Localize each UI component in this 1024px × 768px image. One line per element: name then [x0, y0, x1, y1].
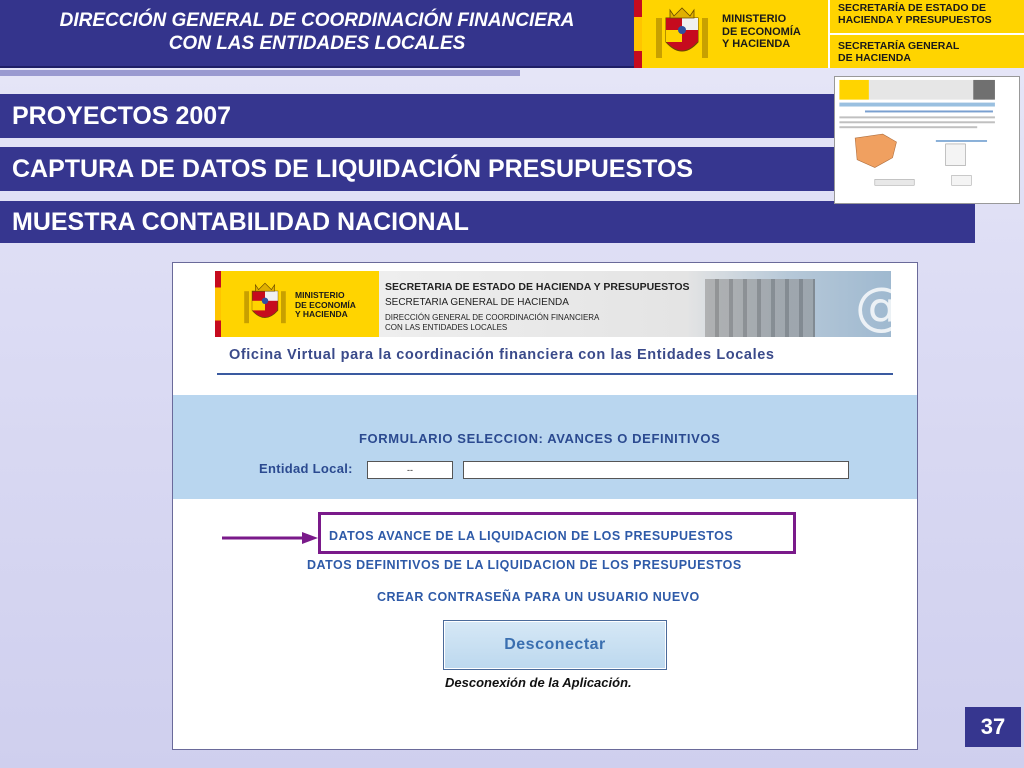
banner-flag-strip — [215, 271, 221, 337]
webpage-thumbnail — [834, 76, 1020, 204]
application-screenshot — [172, 262, 918, 750]
form-title: FORMULARIO SELECCION: AVANCES O DEFINITIVOS — [359, 431, 721, 446]
banner-secretaria-general: SECRETARIA GENERAL DE HACIENDA — [385, 297, 569, 308]
secretaria-general-line1: SECRETARÍA GENERAL — [838, 40, 960, 52]
banner-secretaria-estado: SECRETARIA DE ESTADO DE HACIENDA Y PRESUPUESTOS — [385, 281, 690, 293]
banner-direccion-line1: DIRECCIÓN GENERAL DE COORDINACIÓN FINANCIERA — [385, 313, 600, 322]
office-title-underline — [217, 373, 893, 375]
coat-of-arms-icon — [652, 4, 712, 64]
building-image — [705, 279, 815, 337]
header-title — [0, 0, 634, 68]
banner-direccion — [385, 313, 599, 332]
banner-direccion-line2: CON LAS ENTIDADES LOCALES — [385, 322, 508, 332]
ministry-line3: Y HACIENDA — [722, 38, 791, 50]
link-crear-contrasena[interactable]: CREAR CONTRASEÑA PARA UN USUARIO NUEVO — [377, 590, 700, 604]
header-title-line1: DIRECCIÓN GENERAL DE COORDINACIÓN FINANCIERA — [59, 10, 575, 31]
application-banner — [215, 271, 907, 337]
office-title: Oficina Virtual para la coordinación financiera con las Entidades Locales — [229, 347, 775, 363]
secretaria-general — [830, 35, 1024, 68]
entity-label: Entidad Local: — [259, 461, 353, 476]
spain-flag-strip — [634, 0, 642, 68]
ministry-line2: DE ECONOMÍA — [722, 25, 801, 38]
banner-ministry-name — [295, 291, 356, 320]
banner-ministry-line1: MINISTERIO — [295, 290, 345, 300]
disconnect-button[interactable]: Desconectar — [443, 620, 667, 670]
entity-name-field[interactable] — [463, 461, 849, 479]
banner-coat-of-arms-icon — [241, 279, 289, 329]
secretaria-estado-line1: SECRETARÍA DE ESTADO DE — [838, 2, 986, 14]
link-datos-definitivos[interactable]: DATOS DEFINITIVOS DE LA LIQUIDACION DE LOS PRESUPUESTOS — [307, 558, 742, 572]
arrow-right-icon — [222, 530, 322, 546]
disconnect-caption: Desconexión de la Aplicación. — [445, 675, 632, 690]
selection-form — [173, 395, 917, 499]
header-title-line2: CON LAS ENTIDADES LOCALES — [168, 33, 466, 54]
header-underline — [0, 70, 520, 76]
ministry-name — [722, 13, 801, 51]
banner-ministry-line3: Y HACIENDA — [295, 309, 348, 319]
ministry-line1: MINISTERIO — [722, 13, 787, 25]
entity-code-select[interactable]: -- — [367, 461, 453, 479]
section-bar-muestra: MUESTRA CONTABILIDAD NACIONAL — [0, 201, 975, 243]
secretaria-estado-line2: HACIENDA Y PRESUPUESTOS — [838, 14, 992, 26]
banner-ministry-line2: DE ECONOMÍA — [295, 299, 356, 310]
secretaria-general-line2: DE HACIENDA — [838, 52, 911, 64]
page-number: 37 — [965, 707, 1021, 747]
at-sign-icon: @ — [855, 277, 907, 337]
secretaria-estado — [830, 0, 1024, 33]
link-datos-avance[interactable]: DATOS AVANCE DE LA LIQUIDACION DE LOS PRESUPUESTOS — [329, 529, 734, 543]
section-bar-proyectos: PROYECTOS 2007 — [0, 94, 834, 138]
section-bar-captura: CAPTURA DE DATOS DE LIQUIDACIÓN PRESUPUESTOS — [0, 147, 834, 191]
